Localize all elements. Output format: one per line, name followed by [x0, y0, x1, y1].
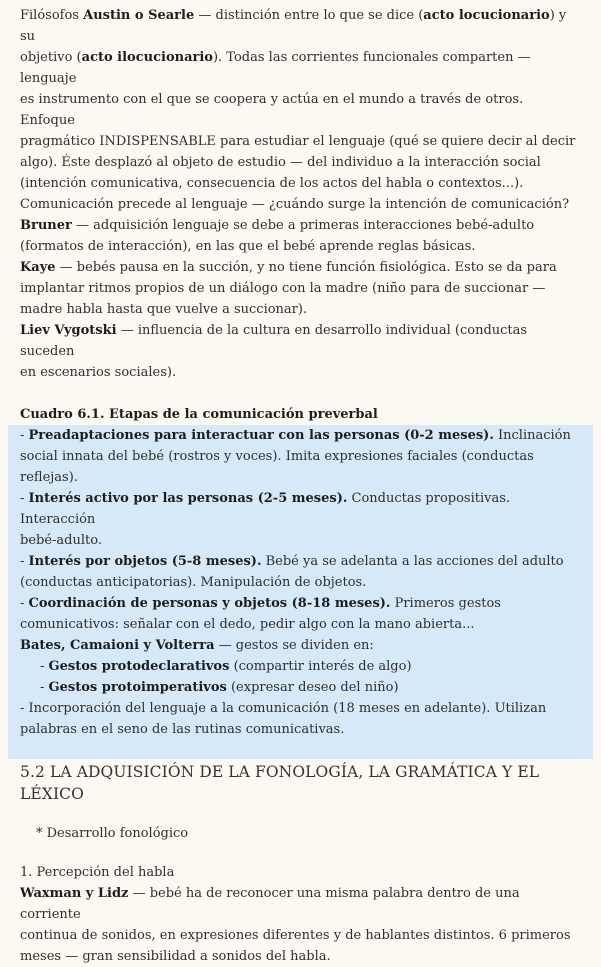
text-line: (formatos de interacción), en las que el bebé aprende reglas básicas. [20, 239, 476, 254]
bullet: - [40, 680, 49, 695]
text-line: bebé-adulto. [20, 533, 102, 548]
bullet: - [20, 491, 29, 506]
text-line: continua de sonidos, en expresiones diferentes y de hablantes distintos. 6 primeros [20, 928, 571, 943]
text: — distinción entre lo que se dice ( [194, 8, 424, 23]
text: ). Todas las corrientes funcionales comparten — lenguaje [20, 50, 531, 86]
text: objetivo ( [20, 50, 82, 65]
text-line: Comunicación precede al lenguaje — ¿cuándo surge la intención de comunicación? [20, 197, 570, 212]
bullet: - [20, 596, 29, 611]
text: — bebés pausa en la succión, y no tiene función fisiológica. Esto se da para [55, 260, 557, 275]
author-name: Kaye [20, 260, 56, 275]
text: ) y su [20, 8, 567, 44]
text-line: pragmático INDISPENSABLE para estudiar el lenguaje (qué se quiere decir al decir [20, 134, 576, 149]
text-line: reflejas). [20, 470, 78, 485]
stage-title: Coordinación de personas y objetos (8-18 meses). [28, 596, 391, 611]
text-line: comunicativos: señalar con el dedo, pedir algo con la mano abierta... [20, 617, 475, 632]
bruner-paragraph [20, 215, 581, 257]
term: acto ilocucionario [81, 50, 213, 65]
author-name: Waxman y Lidz [20, 886, 129, 901]
bullet: - [20, 554, 29, 569]
list-item-title: 1. Percepción del habla [20, 865, 175, 880]
cuadro-title-text: Cuadro 6.1. Etapas de la comunicación preverbal [20, 407, 378, 422]
text-line: madre habla hasta que vuelve a succionar). [20, 302, 308, 317]
cuadro-title [20, 404, 581, 425]
text: Inclinación [493, 428, 571, 443]
text: Conductas propositivas. Interacción [20, 491, 511, 527]
text-line: es instrumento con el que se coopera y actúa en el mundo a través de otros. Enfoque [20, 92, 524, 128]
text-line: (conductas anticipatorias). Manipulación de objetos. [20, 575, 367, 590]
bullet: - [20, 428, 29, 443]
section-heading: 5.2 LA ADQUISICIÓN DE LA FONOLOGÍA, LA GRAMÁTICA Y EL LÉXICO [20, 763, 540, 803]
text-line: (intención comunicativa, consecuencia de los actos del habla o contextos...). [20, 176, 524, 191]
text: — influencia de la cultura en desarrollo individual (conductas suceden [20, 323, 528, 359]
text: — adquisición lenguaje se debe a primeras interacciones bebé-adulto [71, 218, 535, 233]
author-name: Bruner [20, 218, 72, 233]
text-line: meses — gran sensibilidad a sonidos del habla. [20, 949, 331, 964]
stage-title: Interés activo por las personas (2-5 meses). [28, 491, 348, 506]
author-name: Austin o Searle [83, 8, 195, 23]
stage-title: Interés por objetos (5-8 meses). [28, 554, 262, 569]
term: acto locucionario [423, 8, 550, 23]
text: Primeros gestos [390, 596, 501, 611]
highlighted-block [8, 425, 593, 759]
kaye-paragraph [20, 257, 581, 320]
gesture-type: Gestos protoimperativos [48, 680, 227, 695]
text-line: algo). Éste desplazó al objeto de estudio — del individuo a la interacción social [20, 155, 541, 170]
text: (compartir interés de algo) [229, 659, 412, 674]
text: Bebé ya se adelanta a las acciones del adulto [261, 554, 564, 569]
text-line: - Incorporación del lenguaje a la comunicación (18 meses en adelante). Utilizan [20, 701, 547, 716]
text-line: implantar ritmos propios de un diálogo con la madre (niño para de succionar — [20, 281, 546, 296]
intro-paragraph [20, 5, 581, 215]
text-line: palabras en el seno de las rutinas comunicativas. [20, 722, 345, 737]
author-name: Bates, Camaioni y Volterra [20, 638, 215, 653]
bullet: - [40, 659, 49, 674]
gesture-type: Gestos protodeclarativos [48, 659, 230, 674]
stage-title: Preadaptaciones para interactuar con las personas (0-2 meses). [28, 428, 494, 443]
text-line: social innata del bebé (rostros y voces). Imita expresiones faciales (conductas [20, 449, 534, 464]
text: — gestos se dividen en: [214, 638, 374, 653]
subsection-title: * Desarrollo fonológico [36, 826, 189, 841]
text: Filósofos [20, 8, 84, 23]
vygotski-paragraph [20, 320, 581, 383]
text-line: en escenarios sociales). [20, 365, 177, 380]
author-name: Liev Vygotski [20, 323, 117, 338]
waxman-lidz-paragraph [20, 883, 581, 967]
text: (expresar deseo del niño) [226, 680, 399, 695]
text: — bebé ha de reconocer una misma palabra dentro de una corriente [20, 886, 520, 922]
